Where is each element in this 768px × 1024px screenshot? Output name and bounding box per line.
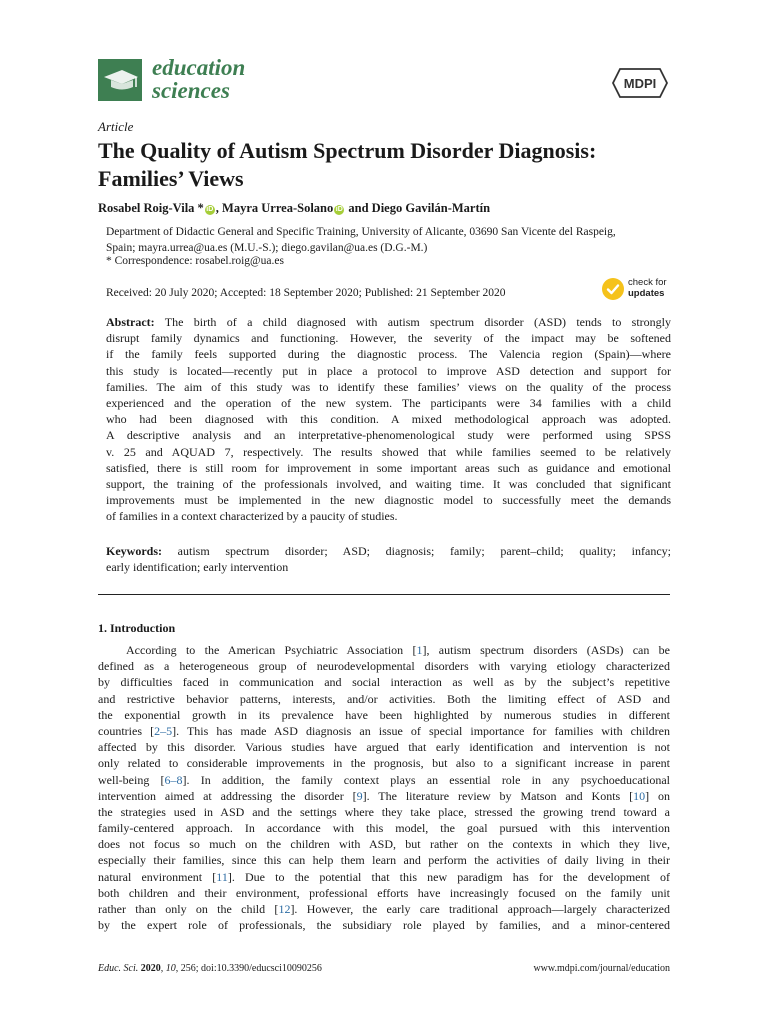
- check-updates-line1: check for: [628, 277, 667, 288]
- author-2: , Mayra Urrea-Solano: [215, 201, 334, 215]
- abstract-line: v. 25 and AQUAD 7, respectively. The results showed that while families seemed to be relatively: [106, 444, 671, 459]
- footer-citation: [98, 963, 322, 974]
- affiliation-line2: Spain; mayra.urrea@ua.es (M.U.-S.); diego.gavilan@ua.es (D.G.-M.): [106, 242, 428, 254]
- body-line: does not focus so much on the children with ASD, but rather on the contexts in which they live,: [98, 837, 670, 852]
- keywords-label: Keywords:: [106, 544, 162, 558]
- check-for-updates-badge[interactable]: [602, 277, 682, 301]
- abstract-line: experienced and the operation of the new system. The participants were 34 families with a child: [106, 395, 671, 410]
- correspondence: * Correspondence: rosabel.roig@ua.es: [106, 255, 284, 267]
- affiliation: [106, 224, 676, 256]
- body-line: natural environment [11]. Due to the potential that this new paradigm has for the development of: [98, 869, 670, 884]
- journal-name-line2: sciences: [152, 78, 230, 103]
- body-paragraph: [98, 642, 670, 933]
- citation-link[interactable]: 1: [416, 643, 423, 657]
- check-updates-line2: updates: [628, 288, 665, 299]
- abstract-line: this study is located—recently put in place a protocol to improve ASD detection and support for: [106, 363, 671, 378]
- abstract-line: satisfied, there is still room for improvement in some important areas such as guidance and emotional: [106, 460, 671, 475]
- abstract-line: if the family feels supported during the diagnostic process. The Valencia region (Spain)—where: [106, 347, 671, 362]
- body-line: affected by this disorder. Various studies have argued that early identification and intervention is not: [98, 740, 670, 755]
- body-line: family-centered approach. In accordance with this model, the goal pursued with this intervention: [98, 821, 670, 836]
- publication-dates: Received: 20 July 2020; Accepted: 18 September 2020; Published: 21 September 2020: [106, 287, 506, 299]
- author-list: [98, 201, 490, 216]
- abstract-line: families. The aim of this study was to identify these families’ views on the quality of the process: [106, 379, 671, 394]
- article-type: Article: [98, 119, 134, 134]
- abstract-label: Abstract:: [106, 315, 155, 329]
- footer-year: 2020: [138, 963, 161, 974]
- check-updates-icon: [602, 278, 624, 300]
- section-divider: [98, 594, 670, 595]
- footer-volume: , 10: [160, 963, 176, 974]
- abstract-line: disrupt family dynamics and functioning. However, the severity of the impact may be softened: [106, 331, 671, 346]
- citation-link[interactable]: 11: [216, 869, 228, 884]
- body-line: intervention aimed at addressing the disorder [9]. The literature review by Matson and Konts [10] on: [98, 788, 670, 803]
- footer-journal-abbr: Educ. Sci.: [98, 963, 139, 974]
- body-line: According to the American Psychiatric Association [1], autism spectrum disorders (ASDs) can be: [126, 643, 671, 657]
- body-line: defined as a heterogeneous group of neurodevelopmental disorders with varying etiology characterized: [98, 659, 670, 674]
- journal-name-line1: education: [152, 55, 246, 80]
- body-line: the strategies used in ASD and the settings where they take place, stressed the growing trend toward a: [98, 804, 670, 819]
- body-line: countries [2–5]. This has made ASD diagnosis an issue of special importance for families with children: [98, 723, 671, 738]
- check-updates-text: [628, 277, 667, 299]
- article-title: [98, 137, 688, 193]
- abstract-line: Abstract: The birth of a child diagnosed with autism spectrum disorder (ASD) tends to strongly: [106, 315, 671, 329]
- keywords: [106, 543, 671, 575]
- publisher-name: MDPI: [623, 76, 657, 91]
- footer-journal-url[interactable]: www.mdpi.com/journal/education: [533, 963, 670, 974]
- keywords-line: Keywords: autism spectrum disorder; ASD; diagnosis; family; parent–child; quality; infancy;: [106, 544, 671, 558]
- author-3: and Diego Gavilán-Martín: [345, 201, 491, 215]
- journal-name: [152, 56, 245, 102]
- body-line: only related to considerable improvements in the prognosis, but also to a significant increase in parent: [98, 756, 670, 771]
- body-line: by the expert role of professionals, the subsidiary role played by families, and a minor-centered: [98, 918, 670, 933]
- body-line: rather than only on the child [12]. However, the early care traditional approach—largely characterized: [98, 902, 670, 916]
- footer-doi: , 256; doi:10.3390/educsci10090256: [175, 963, 322, 974]
- abstract-line: who had been diagnosed with this condition. A mixed methodological approach was adopted.: [106, 412, 671, 427]
- body-line: well-being [6–8]. In addition, the family context plays an essential role in any psychoeducational: [98, 772, 671, 787]
- body-line: by difficulties faced in communication and social interaction as well as by the subject’s repetitive: [98, 675, 670, 690]
- mdpi-logo-icon: [612, 68, 668, 98]
- abstract-line: of families in a context characterized by a paucity of studies.: [106, 509, 398, 524]
- citation-link[interactable]: 6–8: [164, 772, 183, 787]
- affiliation-line1: Department of Didactic General and Specific Training, University of Alicante, 03690 San Vicente del Raspeig,: [106, 226, 616, 238]
- author-1: Rosabel Roig-Vila *: [98, 201, 204, 215]
- abstract-line: support, the training of the professionals involved, and waiting time. It was concluded that significant: [106, 476, 671, 491]
- body-line: and restrictive behavior patterns, interests, and/or activities. Both the limiting effect of ASD and: [98, 691, 670, 706]
- section-heading: 1. Introduction: [98, 621, 176, 635]
- orcid-icon[interactable]: iD: [335, 206, 343, 213]
- citation-link[interactable]: 2–5: [154, 723, 173, 738]
- keywords-line: early identification; early intervention: [106, 560, 289, 575]
- body-line: both children and their environment, professional efforts have increasingly focused on the family unit: [98, 885, 670, 900]
- graduation-cap-icon: [98, 59, 142, 101]
- body-line: especially their families, since this can help them learn and perform the activities of daily living in their: [98, 853, 670, 868]
- title-line1: The Quality of Autism Spectrum Disorder Diagnosis:: [98, 138, 597, 163]
- body-line: the exponential growth in its prevalence have been highlighted by numerous studies in different: [98, 707, 670, 722]
- abstract: [106, 314, 671, 524]
- abstract-line: A descriptive analysis and an interpretative-phenomenological study were performed using SPSS: [106, 428, 671, 443]
- orcid-icon[interactable]: iD: [206, 206, 214, 213]
- citation-link[interactable]: 10: [633, 788, 646, 803]
- journal-logo-icon: [98, 59, 142, 101]
- abstract-line: improvements must be implemented in the new diagnostic model to successfully meet the demands: [106, 493, 671, 508]
- citation-link[interactable]: 9: [356, 788, 363, 803]
- title-line2: Families’ Views: [98, 166, 244, 191]
- citation-link[interactable]: 12: [278, 902, 291, 916]
- publisher-logo: [612, 68, 668, 98]
